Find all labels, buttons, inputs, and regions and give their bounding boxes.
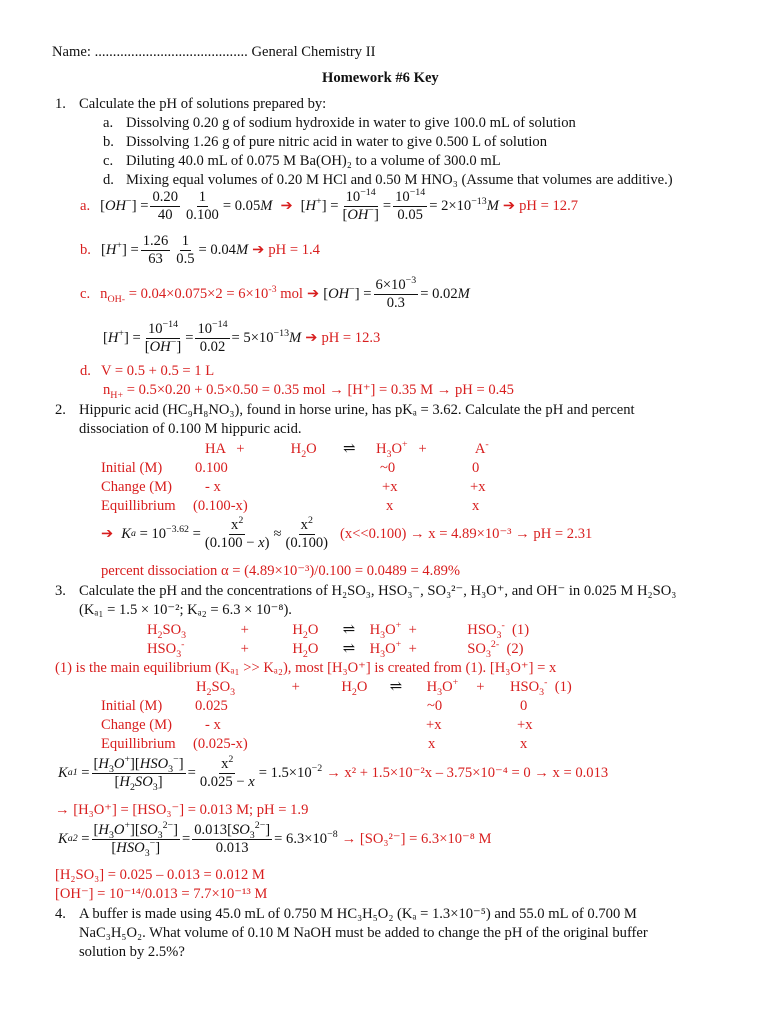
q1-part-c-text: Diluting 40.0 mL of 0.075 M Ba(OH)₂ to a volume of 300.0 mL (126, 153, 501, 169)
q4-line2: NaC₃H₅O₂. What volume of 0.10 M NaOH must be added to change the pH of the original buffer (79, 925, 648, 941)
q3-ka2-expression: K a2 = $\frac{[H_3O^+][SO_3^{2-}]}{[HSO_3^-]}$ = $\frac{0.013[SO_3^{2-}]}{0.013}$ = $6.3\times 10^{-8}$ → [SO₃²⁻] = 6.3×10⁻⁸ M (58, 820, 492, 859)
q1-part-a-text: Dissolving 0.20 g of sodium hydroxide in water to give 100.0 mL of solution (126, 115, 576, 131)
answer-c-label: c. (80, 285, 91, 302)
page-title: Homework #6 Key (322, 70, 439, 86)
answer-a-ph: pH = 12.7 (519, 197, 579, 214)
q2-ice-row-equilibrium: Equillibrium (101, 498, 176, 514)
q2-ice-h3o-equilibrium: x (386, 498, 394, 514)
q3-oh-result: [OH⁻] = 10⁻¹⁴/0.013 = 7.7×10⁻¹³ M (55, 886, 268, 902)
q3-ice-hso3-initial: 0 (520, 698, 528, 714)
q3-ice-h2so3-change: - x (205, 717, 221, 733)
q1-part-a-letter: a. (103, 115, 114, 131)
q2-ice-ha-change: - x (205, 479, 221, 495)
q3-reaction-1: $H_2SO_3 + H_2O$ ⇌ $H_3O^+ + HSO_3^-$ (1) (147, 620, 530, 641)
q4-line1: A buffer is made using 45.0 mL of 0.750 M HC₃H₅O₂ (Kₐ = 1.3×10⁻⁵) and 55.0 mL of 0.700 M (79, 906, 637, 922)
answer-d-volume: V = 0.5 + 0.5 = 1 L (100, 363, 215, 379)
q3-h3o-result: → [H₃O⁺] = [HSO₃⁻] = 0.013 M; pH = 1.9 (55, 802, 309, 818)
q3-main-equilibrium: (1) is the main equilibrium (Kₐ₁ >> Kₐ₂), most [H₃O⁺] is created from (1). [H₃O⁺] = x (55, 660, 557, 676)
q1-part-d-text: Mixing equal volumes of 0.20 M HCl and 0.50 M HNO₃ (Assume that volumes are additive.) (126, 172, 673, 188)
q3-reaction-ice: $H_2SO_3 + H_2O$ ⇌ $H_3O^+ + HSO_3^-$ (1) (196, 677, 572, 698)
q2-ice-h3o-change: +x (382, 479, 398, 495)
q2-ice-a-change: +x (470, 479, 486, 495)
q2-ice-row-change: Change (M) (101, 479, 172, 495)
q2-approx-result: (x<<0.100) → x = 4.89×10⁻³ → pH = 2.31 (340, 525, 593, 542)
q3-ice-row-initial: Initial (M) (101, 698, 163, 714)
q2-ice-a-initial: 0 (472, 460, 480, 476)
q1-answer-c-hplus: [H+] = $\frac{10^{-14}}{[OH^-]}$ = $\frac{10^{-14}}{0.02}$ = $5\times 10^{-13}M$ ➔ pH = 12.3 (103, 319, 381, 355)
q3-line2: (Kₐ₁ = 1.5 × 10⁻²; Kₐ₂ = 6.3 × 10⁻⁸). (79, 602, 292, 618)
q3-ice-h3o-equilibrium: x (428, 736, 436, 752)
q2-number: 2. (55, 402, 66, 418)
q2-percent-dissociation: percent dissociation α = (4.89×10⁻³)/0.100 = 0.0489 = 4.89% (101, 563, 461, 579)
answer-c-ph: pH = 12.3 (321, 329, 381, 346)
q1-part-c-letter: c. (103, 153, 114, 169)
answer-b-label: b. (80, 241, 91, 258)
q3-ice-row-equilibrium: Equillibrium (101, 736, 176, 752)
q3-line1: Calculate the pH and the concentrations of H₂SO₃, HSO₃⁻, SO₃²⁻, H₃O⁺, and OH⁻ in 0.025 M H₂SO₃ (79, 583, 677, 599)
q1-answer-d-line2: $n_{H+} = 0.5\times 0.20 + 0.5\times 0.50 = 0.35$ mol → [H⁺] = 0.35 M → pH = 0.45 (103, 382, 514, 401)
q3-ice-hso3-change: +x (517, 717, 533, 733)
q3-h2so3-result: [H₂SO₃] = 0.025 – 0.013 = 0.012 M (55, 867, 265, 883)
q3-ka2-result: → [SO₃²⁻] = 6.3×10⁻⁸ M (341, 830, 492, 847)
q3-ice-h3o-initial: ~0 (427, 698, 443, 714)
q1-part-d-letter: d. (103, 172, 114, 188)
answer-d-moles: = 0.5×0.20 + 0.5×0.50 = 0.35 mol → [H⁺] = 0.35 M → pH = 0.45 (126, 382, 514, 398)
answer-b-ph: pH = 1.4 (268, 241, 320, 258)
q1-answer-c: c. $n_{OH-} = 0.04\times 0.075\times 2 = 6\times 10^{-3}$ mol ➔ [OH−] = $\frac{6\times 10^{-3}}{0.3}$ = 0.02M (80, 275, 470, 311)
q3-ka1-result: → x² + 1.5×10⁻²x – 3.75×10⁻⁴ = 0 → x = 0.013 (326, 764, 609, 781)
q3-reaction-2: $HSO_3^- + H_2O$ ⇌ $H_3O^+ + SO_3^{2-}$ (2) (147, 639, 524, 660)
q1-part-b-letter: b. (103, 134, 114, 150)
q4-line3: solution by 2.5%? (79, 944, 185, 960)
q1-answer-a: a. [OH−] = $\frac{0.20}{40}$ $\frac{1}{0.100}$ = 0.05M ➔ [H+] = $\frac{10^{-14}}{[OH^-]}$ = $\frac{10^{-14}}{0.05}$ = $2\times 10^{-13}M$ ➔ pH = 12.7 (80, 187, 579, 223)
answer-d-label: d. (80, 363, 91, 379)
q2-line1: Hippuric acid (HC₉H₈NO₃), found in horse urine, has pKₐ = 3.62. Calculate the pH and percent (79, 402, 635, 418)
q2-ice-row-initial: Initial (M) (101, 460, 163, 476)
q1-prompt: Calculate the pH of solutions prepared by: (79, 96, 327, 112)
name-label: Name: (52, 44, 91, 60)
q3-ice-h3o-change: +x (426, 717, 442, 733)
q2-ice-ha-equilibrium: (0.100-x) (193, 498, 248, 514)
q2-ice-a-equilibrium: x (472, 498, 480, 514)
answer-a-label: a. (80, 197, 91, 214)
q1-number: 1. (55, 96, 66, 112)
q2-ka-expression: ➔ K a = $10^{-3.62}$ = $\frac{x^2}{(0.100 - x)}$ ≈ $\frac{x^2}{(0.100)}$ (x<<0.100) → x = 4.89×10⁻³ → pH = 2.31 (101, 515, 593, 551)
q4-number: 4. (55, 906, 66, 922)
q3-ice-hso3-equilibrium: x (520, 736, 528, 752)
q2-reaction: HA + $H_2O$ ⇌ $H_3O^+ + A^-$ (205, 439, 489, 460)
q1-part-b-text: Dissolving 1.26 g of pure nitric acid in water to give 0.500 L of solution (126, 134, 547, 150)
q3-ice-row-change: Change (M) (101, 717, 172, 733)
q2-ice-h3o-initial: ~0 (380, 460, 396, 476)
q3-ice-h2so3-initial: 0.025 (195, 698, 228, 714)
q1-answer-d-line1 (80, 364, 214, 379)
course-name: General Chemistry II (251, 44, 376, 60)
q3-ice-h2so3-equilibrium: (0.025-x) (193, 736, 248, 752)
q1-answer-b: b. [H+] = $\frac{1.26}{63}$ $\frac{1}{0.5}$ = 0.04M ➔ pH = 1.4 (80, 233, 320, 267)
header-line (52, 45, 375, 60)
q3-number: 3. (55, 583, 66, 599)
name-blank: .......................................... (94, 44, 248, 60)
q2-ice-ha-initial: 0.100 (195, 460, 228, 476)
q2-line2: dissociation of 0.100 M hippuric acid. (79, 421, 302, 437)
q3-ka1-expression: K a1 = $\frac{[H_3O^+][HSO_3^-]}{[H_2SO_3]}$ = $\frac{x^2}{0.025 - x}$ = $1.5\times 10^{-2}$ → x² + 1.5×10⁻²x – 3.75×10⁻⁴ = 0 → x = 0.013 (58, 754, 609, 793)
